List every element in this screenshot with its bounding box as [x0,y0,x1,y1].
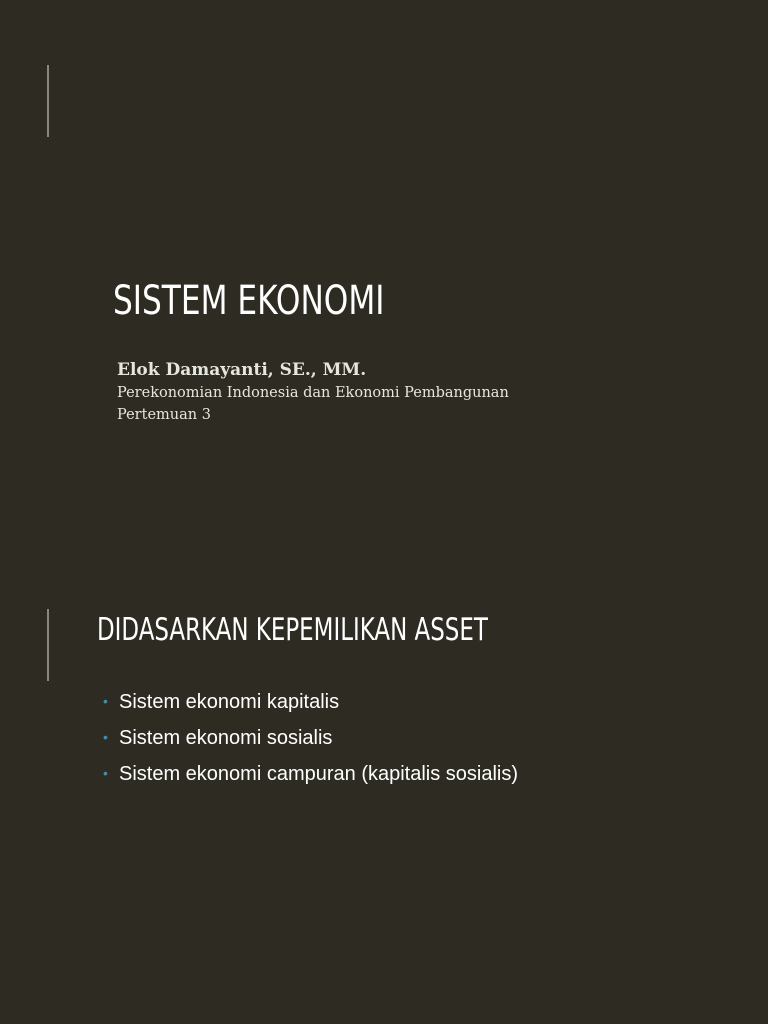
list-item [103,722,518,758]
content-slide [0,512,768,1024]
list-item-text: Sistem ekonomi campuran (kapitalis sosialis) [119,763,519,785]
accent-line [47,65,49,137]
list-item [103,686,518,722]
list-item-text: Sistem ekonomi sosialis [119,727,333,749]
section-title: DIDASARKAN KEPEMILIKAN ASSET [97,612,488,648]
bullet-list [103,686,518,794]
bullet-icon: • [103,729,108,745]
bullet-icon: • [103,693,108,709]
author-name: Elok Damayanti, SE., MM. [117,360,367,380]
course-name: Perekonomian Indonesia dan Ekonomi Pembangunan [117,385,509,401]
bullet-icon: • [103,765,108,781]
subtitle-block [117,358,509,426]
slide-title: SISTEM EKONOMI [113,278,385,324]
list-item [103,758,518,794]
accent-line [47,609,49,681]
list-item-text: Sistem ekonomi kapitalis [119,691,340,713]
session-label: Pertemuan 3 [117,407,211,423]
